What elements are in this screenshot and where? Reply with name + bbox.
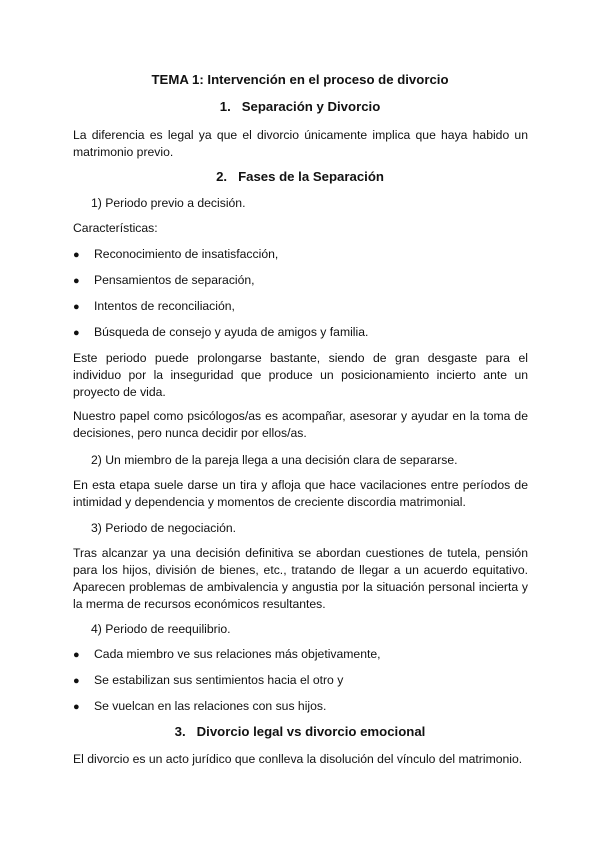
bullet-icon: ●: [73, 649, 80, 661]
paragraph-papel: Nuestro papel como psicólogos/as es acompañar, asesorar y ayudar en la toma de decisiones, pero nunca decidir por ellos/as.: [73, 409, 528, 440]
characteristic-item-1: Reconocimiento de insatisfacción,: [94, 247, 279, 261]
phase-marker: 3): [91, 521, 102, 535]
bullet-icon: ●: [73, 701, 80, 713]
reequilibrio-item-2: Se estabilizan sus sentimientos hacia el otro y: [94, 673, 344, 687]
bullet-icon: ●: [73, 249, 80, 261]
reequilibrio-item-3: Se vuelcan en las relaciones con sus hijos.: [94, 699, 327, 713]
section-heading-1: [0, 98, 600, 115]
reequilibrio-item-1: Cada miembro ve sus relaciones más objetivamente,: [94, 647, 381, 661]
phase-text: Periodo de reequilibrio.: [105, 622, 231, 636]
phase-text: Periodo previo a decisión.: [105, 196, 246, 210]
paragraph-intro: La diferencia es legal ya que el divorcio únicamente implica que haya habido un matrimonio previo.: [73, 128, 528, 159]
phase-item-3: [91, 520, 236, 537]
bullet-icon: ●: [73, 301, 80, 313]
characteristic-item-2: Pensamientos de separación,: [94, 273, 255, 287]
section-heading-3: [0, 723, 600, 740]
paragraph-tira-afloja: En esta etapa suele darse un tira y afloja que hace vacilaciones entre períodos de intimidad y dependencia y momentos de creciente discordia matrimonial.: [73, 478, 528, 509]
phase-text: Periodo de negociación.: [105, 521, 237, 535]
characteristic-item-3: Intentos de reconciliación,: [94, 299, 235, 313]
section-number: 2.: [216, 169, 228, 184]
phase-item-1: [91, 195, 245, 212]
phase-marker: 4): [91, 622, 102, 636]
paragraph-negociacion: Tras alcanzar ya una decisión definitiva se abordan cuestiones de tutela, pensión para los hijos, división de bienes, etc., tratando de llegar a un acuerdo equitativo. Aparecen problemas de ambivalencia y angustia por la situación personal incierta y la merma de recursos económicos resultantes.: [73, 546, 528, 611]
section-heading-text: Divorcio legal vs divorcio emocional: [196, 724, 426, 739]
bullet-icon: ●: [73, 327, 80, 339]
bullet-icon: ●: [73, 275, 80, 287]
bullet-icon: ●: [73, 675, 80, 687]
section-number: 3.: [174, 724, 186, 739]
section-heading-2: [0, 168, 600, 185]
section-heading-text: Separación y Divorcio: [241, 99, 381, 114]
paragraph-periodo-desgaste: Este periodo puede prolongarse bastante, siendo de gran desgaste para el individuo por la inseguridad que produce un posicionamiento incierto ante un proyecto de vida.: [73, 351, 528, 399]
phase-marker: 1): [91, 196, 102, 210]
document-title: TEMA 1: Intervención en el proceso de divorcio: [151, 72, 449, 87]
characteristic-item-4: Búsqueda de consejo y ayuda de amigos y familia.: [94, 325, 369, 339]
section-number: 1.: [219, 99, 231, 114]
phase-item-2: [91, 452, 458, 469]
phase-text: Un miembro de la pareja llega a una decisión clara de separarse.: [105, 453, 458, 467]
section-heading-text: Fases de la Separación: [238, 169, 384, 184]
phase-item-4: [91, 621, 231, 638]
characteristics-label: Características:: [73, 221, 158, 235]
phase-marker: 2): [91, 453, 102, 467]
paragraph-divorcio-juridico: El divorcio es un acto jurídico que conlleva la disolución del vínculo del matrimonio.: [73, 752, 523, 766]
